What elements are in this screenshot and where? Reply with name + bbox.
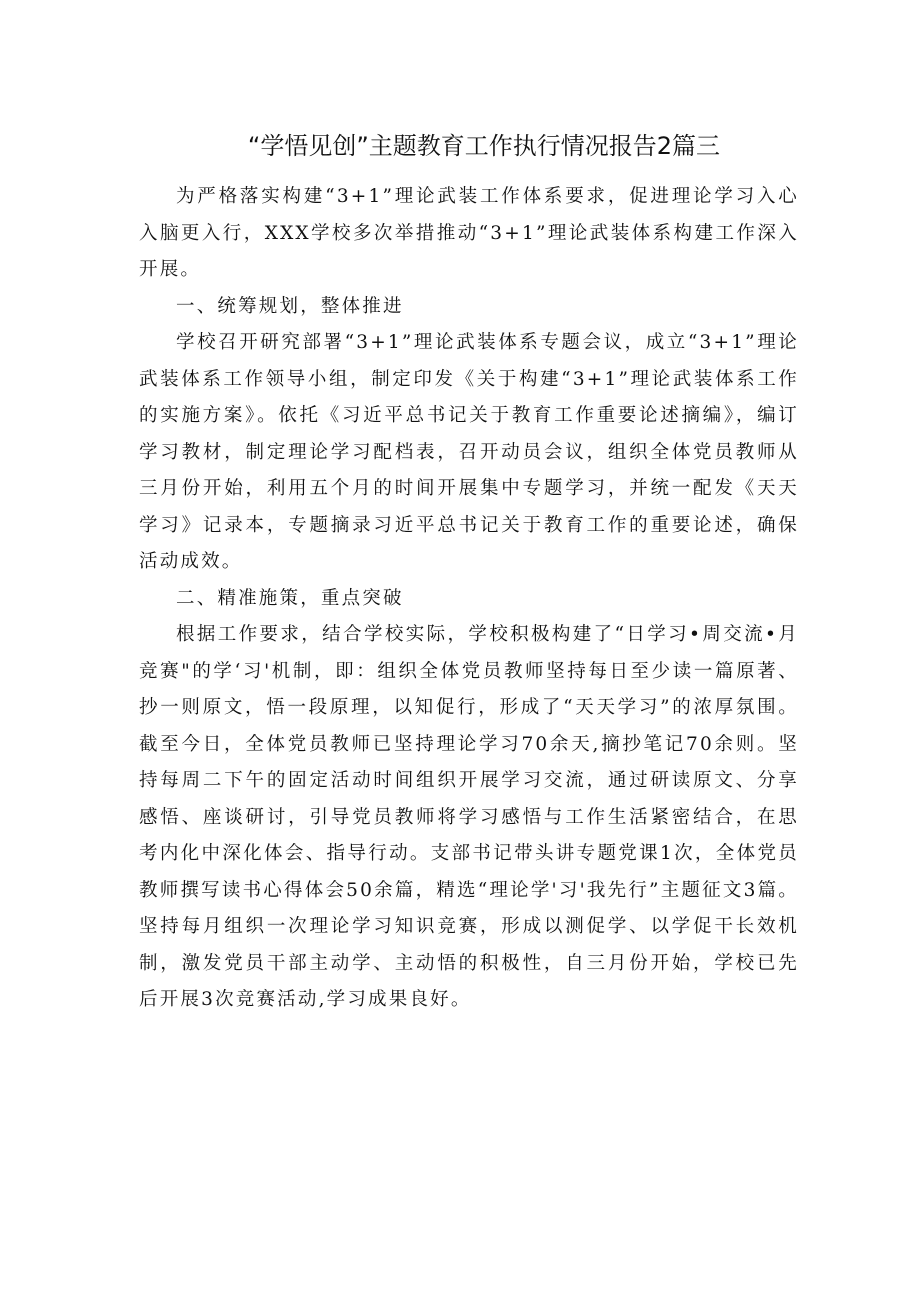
document-body xyxy=(139,179,799,1019)
section-heading-2: 二、精准施策，重点突破 xyxy=(176,587,404,609)
section-2-paragraph: 根据工作要求，结合学校实际，学校积极构建了“日学习•周交流•月竞赛"的学‘习'机制，即：组织全体党员教师坚持每日至少读一篇原著、抄一则原文，悟一段原理，以知促行，形成了“天天学习”的浓厚氛围。截至今日，全体党员教师已坚持理论学习70余天,摘抄笔记70余则。坚持每周二下午的固定活动时间组织开展学习交流，通过研读原文、分享感悟、座谈研讨，引导党员教师将学习感悟与工作生活紧密结合，在思考内化中深化体会、指导行动。支部书记带头讲专题党课1次，全体党员教师撰写读书心得体会50余篇，精选“理论学'习'我先行”主题征文3篇。坚持每月组织一次理论学习知识竞赛，形成以测促学、以学促干长效机制，激发党员干部主动学、主动悟的积极性，自三月份开始，学校已先后开展3次竞赛活动,学习成果良好。 xyxy=(139,624,799,1010)
section-1-paragraph: 学校召开研究部署“3+1”理论武装体系专题会议，成立“3+1”理论武装体系工作领导小组，制定印发《关于构建“3+1”理论武装体系工作的实施方案》。依托《习近平总书记关于教育工作重要论述摘编》，编订学习教材，制定理论学习配档表，召开动员会议，组织全体党员教师从三月份开始，利用五个月的时间开展集中专题学习，并统一配发《天天学习》记录本，专题摘录习近平总书记关于教育工作的重要论述，确保活动成效。 xyxy=(139,332,799,572)
section-heading-1: 一、统筹规划，整体推进 xyxy=(176,295,404,317)
intro-paragraph: 为严格落实构建“3+1”理论武装工作体系要求，促进理论学习入心入脑更入行，XXX学校多次举措推动“3+1”理论武装体系构建工作深入开展。 xyxy=(139,186,799,280)
document-title: “学悟见创”主题教育工作执行情况报告2篇三 xyxy=(247,132,721,160)
